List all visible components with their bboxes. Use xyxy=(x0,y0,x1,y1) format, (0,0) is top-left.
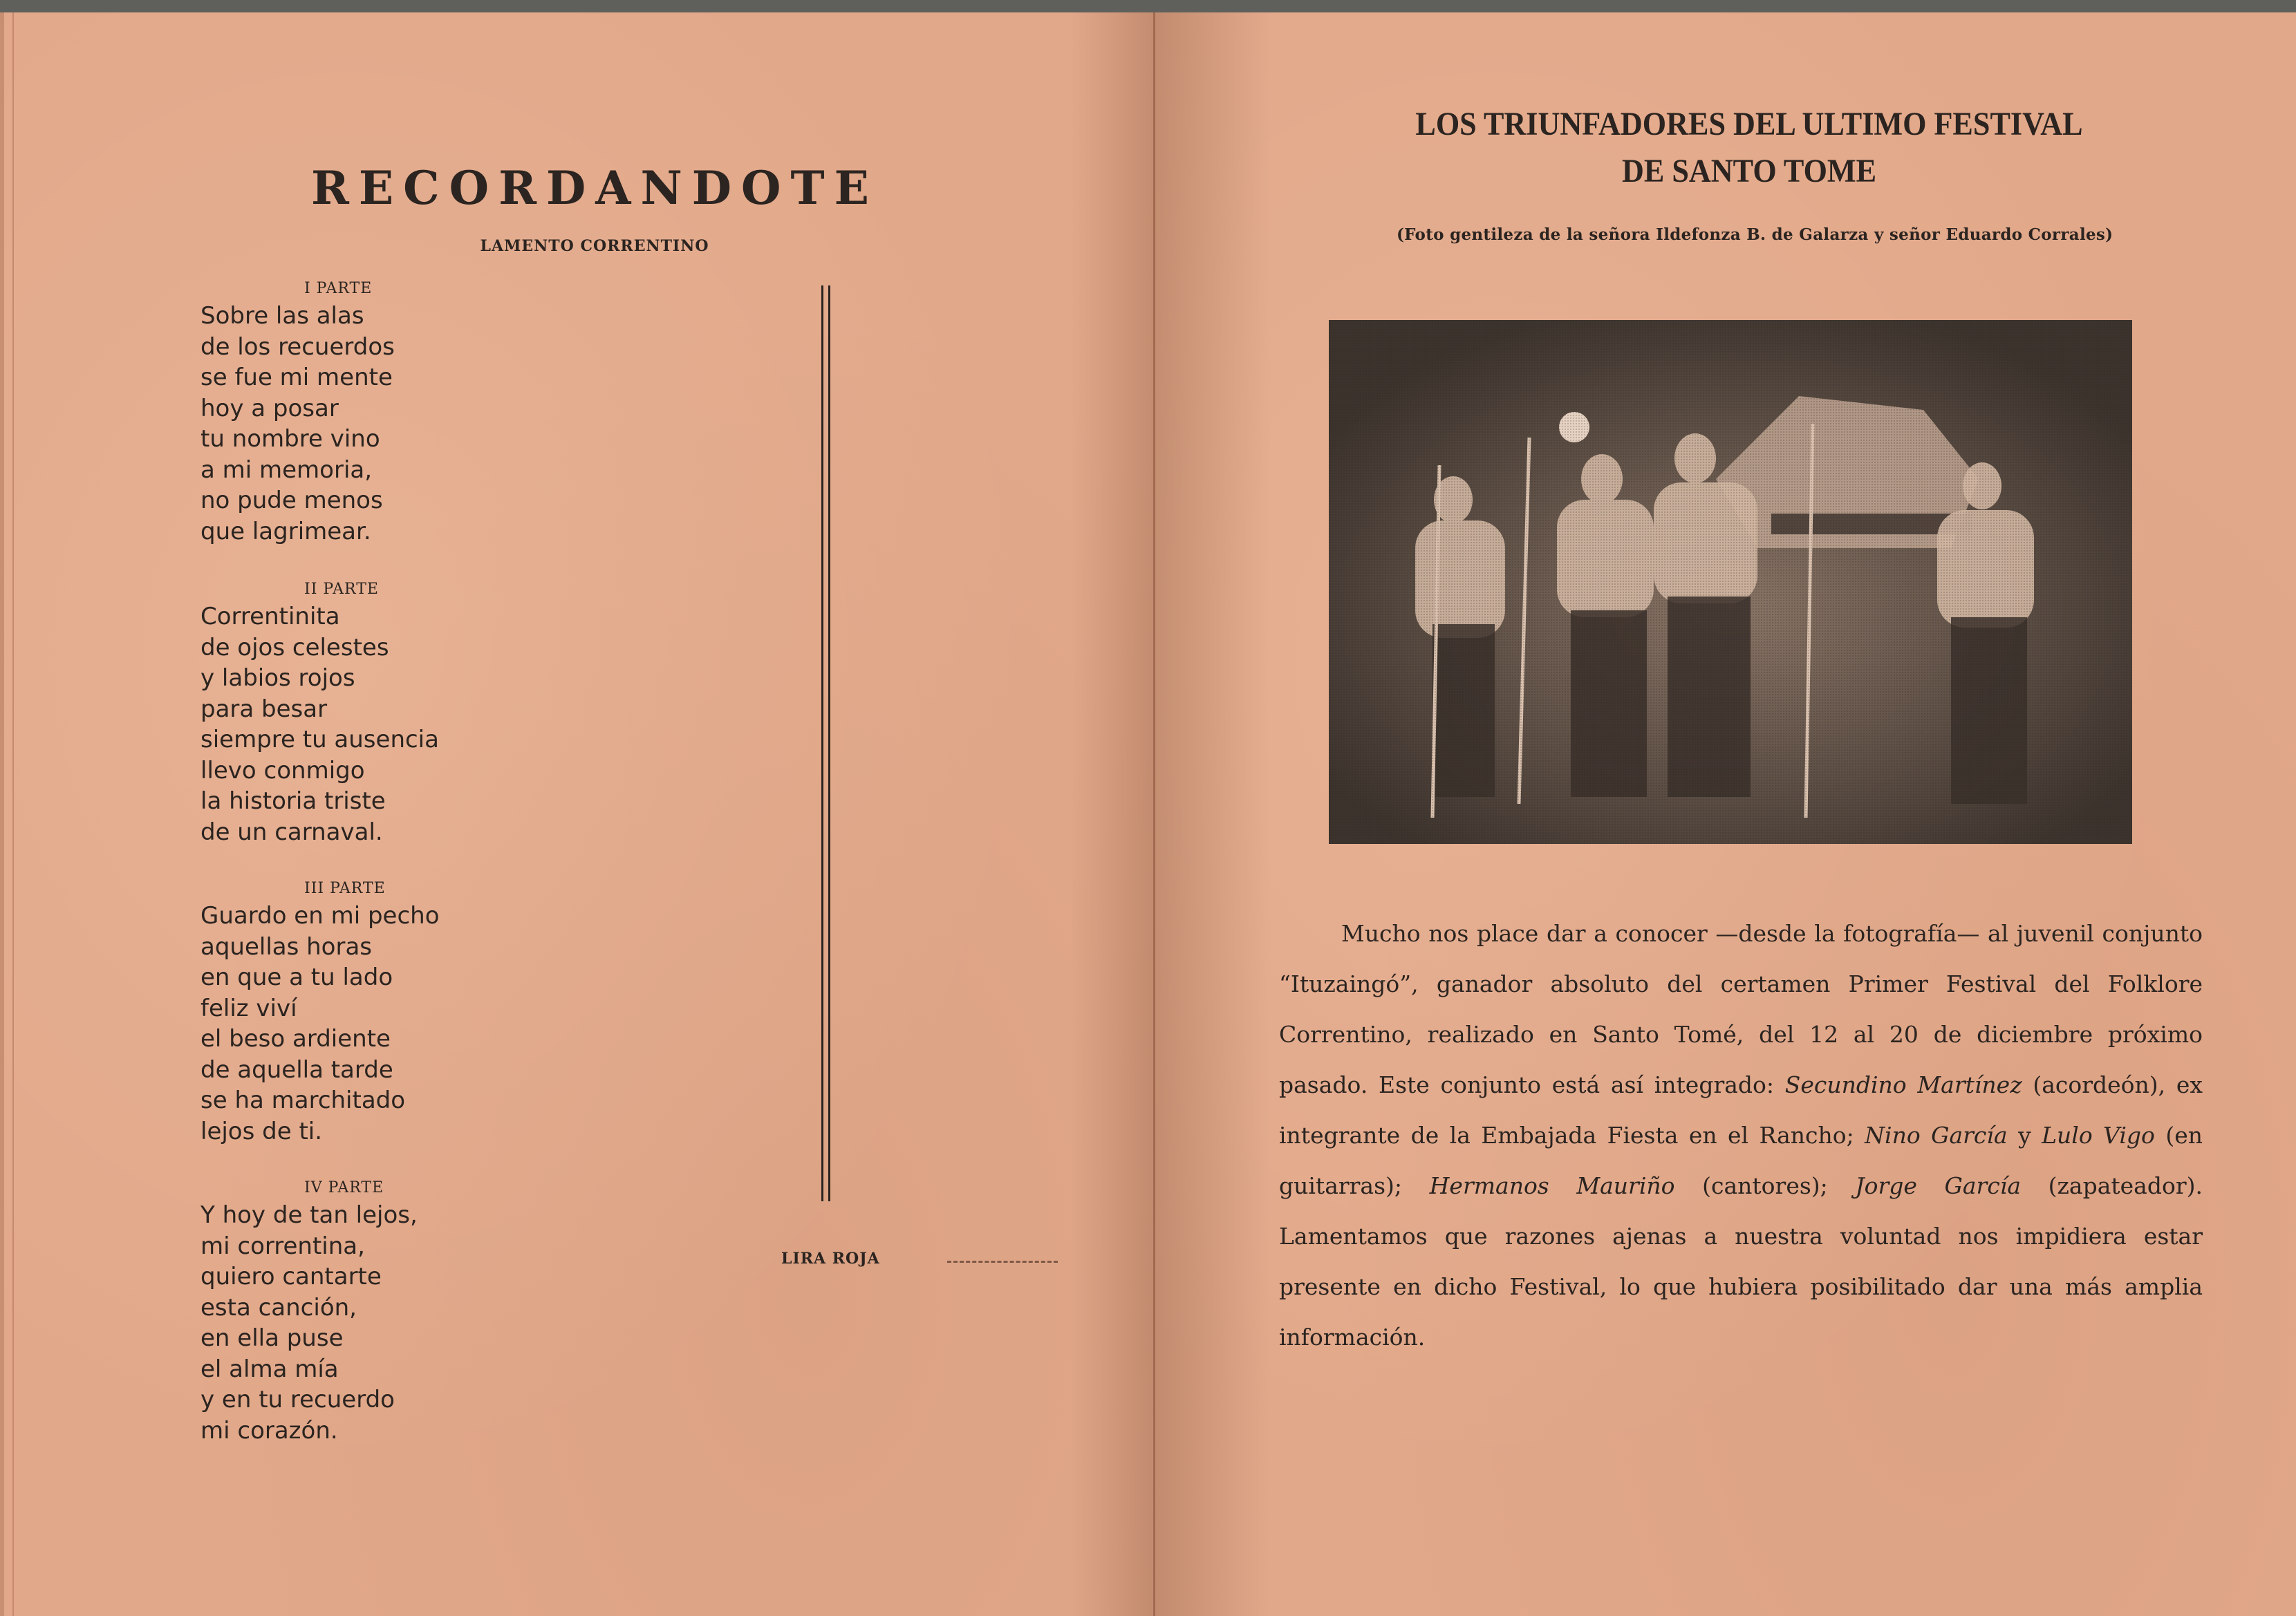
photo-illustration xyxy=(1329,320,2132,844)
verse-line: el beso ardiente xyxy=(200,1025,391,1053)
vertical-rule xyxy=(821,285,823,1201)
verse-line: aquellas horas xyxy=(200,932,373,961)
verse-line: en que a tu lado xyxy=(200,964,393,991)
verse-line: en ella puse xyxy=(200,1324,344,1352)
verse-line: de un carnaval. xyxy=(200,818,383,846)
verse-line: quiero cantarte xyxy=(200,1263,382,1290)
vertical-rule xyxy=(828,285,830,1201)
verse-line: para besar xyxy=(200,695,328,723)
part-label: IV PARTE xyxy=(304,1179,384,1196)
body-text: y xyxy=(2018,1122,2031,1149)
verse-line: la historia triste xyxy=(200,787,386,815)
verse-line: esta canción, xyxy=(200,1293,357,1322)
page-edge xyxy=(12,12,14,1616)
verse-line: feliz viví xyxy=(200,994,297,1022)
verse-line: Sobre las alas xyxy=(200,302,364,330)
verse-line: no pude menos xyxy=(200,487,383,514)
part-label: I PARTE xyxy=(304,280,373,297)
verse-line: Y hoy de tan lejos, xyxy=(200,1201,418,1229)
verse-line: se fue mi mente xyxy=(200,364,393,391)
group-photo xyxy=(1329,320,2132,844)
part-label: III PARTE xyxy=(304,880,386,897)
body-text: (en guitarras); xyxy=(1279,1122,2203,1199)
photo-credit: (Foto gentileza de la señora Ildefonza B. de Galarza y señor Eduardo Corrales) xyxy=(1397,225,2113,244)
article-body xyxy=(1279,908,2203,1362)
poem-part-1 xyxy=(200,277,588,547)
member-name: Nino García xyxy=(1865,1122,2008,1149)
verse-line: que lagrimear. xyxy=(200,517,371,545)
body-text: Mucho nos place dar a conocer —desde la fotografía— al juvenil conjunto “Ituzaingó”, ganador absoluto del certamen Primer Festival del Folklore Correntino, realizado en Santo Tomé, del 12 al 20 de diciembre próximo pasado. Este conjunto está así integrado: xyxy=(1279,920,2203,1098)
verse-line: siempre tu ausencia xyxy=(200,726,439,753)
poem-author: LIRA ROJA xyxy=(781,1250,880,1268)
verse-line: el alma mía xyxy=(200,1355,339,1383)
poem-part-4 xyxy=(200,1176,588,1446)
verse-line: tu nombre vino xyxy=(200,425,380,453)
ink-smudge xyxy=(947,1257,1058,1263)
member-name: Secundino Martínez xyxy=(1784,1071,2022,1098)
verse-line: hoy a posar xyxy=(200,394,339,422)
member-name: Lulo Vigo xyxy=(2042,1122,2155,1149)
body-text: (cantores); xyxy=(1702,1172,1828,1199)
verse-line: Guardo en mi pecho xyxy=(200,902,440,930)
verse-line: lejos de ti. xyxy=(200,1117,323,1145)
member-name: Jorge García xyxy=(1855,1172,2022,1199)
poem-part-3 xyxy=(200,877,588,1147)
article-title-line-1: LOS TRIUNFADORES DEL ULTIMO FESTIVAL xyxy=(1415,106,2083,142)
verse-line: de los recuerdos xyxy=(200,332,395,361)
page-fold xyxy=(1153,12,1155,1616)
member-name: Hermanos Mauriño xyxy=(1429,1172,1675,1199)
article-title xyxy=(1336,101,2163,195)
poem-title: RECORDANDOTE xyxy=(311,161,879,215)
verse-line: de aquella tarde xyxy=(200,1055,393,1084)
poem-subtitle: LAMENTO CORRENTINO xyxy=(480,237,709,255)
verse-line: Correntinita xyxy=(200,603,340,630)
verse-line: mi correntina, xyxy=(200,1232,365,1260)
magazine-spread xyxy=(0,12,2296,1616)
verse-line: se ha marchitado xyxy=(200,1087,406,1114)
part-label: II PARTE xyxy=(304,581,379,598)
verse-line: de ojos celestes xyxy=(200,633,389,661)
body-text: (zapateador). Lamentamos que razones ajenas a nuestra voluntad nos impidiera estar presente en dicho Festival, lo que hubiera posibilitado dar una más amplia información. xyxy=(1279,1172,2203,1351)
verse-line: llevo conmigo xyxy=(200,756,365,784)
verse-line: y en tu recuerdo xyxy=(200,1386,395,1413)
verse-line: mi corazón. xyxy=(200,1416,338,1445)
gutter-shadow xyxy=(1153,12,1271,1616)
verse-line: a mi memoria, xyxy=(200,455,373,484)
verse-line: y labios rojos xyxy=(200,664,355,692)
poem-part-2 xyxy=(200,578,588,847)
body-text: (acordeón), ex integrante de la Embajada Fiesta en el Rancho; xyxy=(1279,1071,2203,1149)
gutter-shadow xyxy=(1070,12,1153,1616)
article-title-line-2: DE SANTO TOME xyxy=(1621,153,1877,189)
